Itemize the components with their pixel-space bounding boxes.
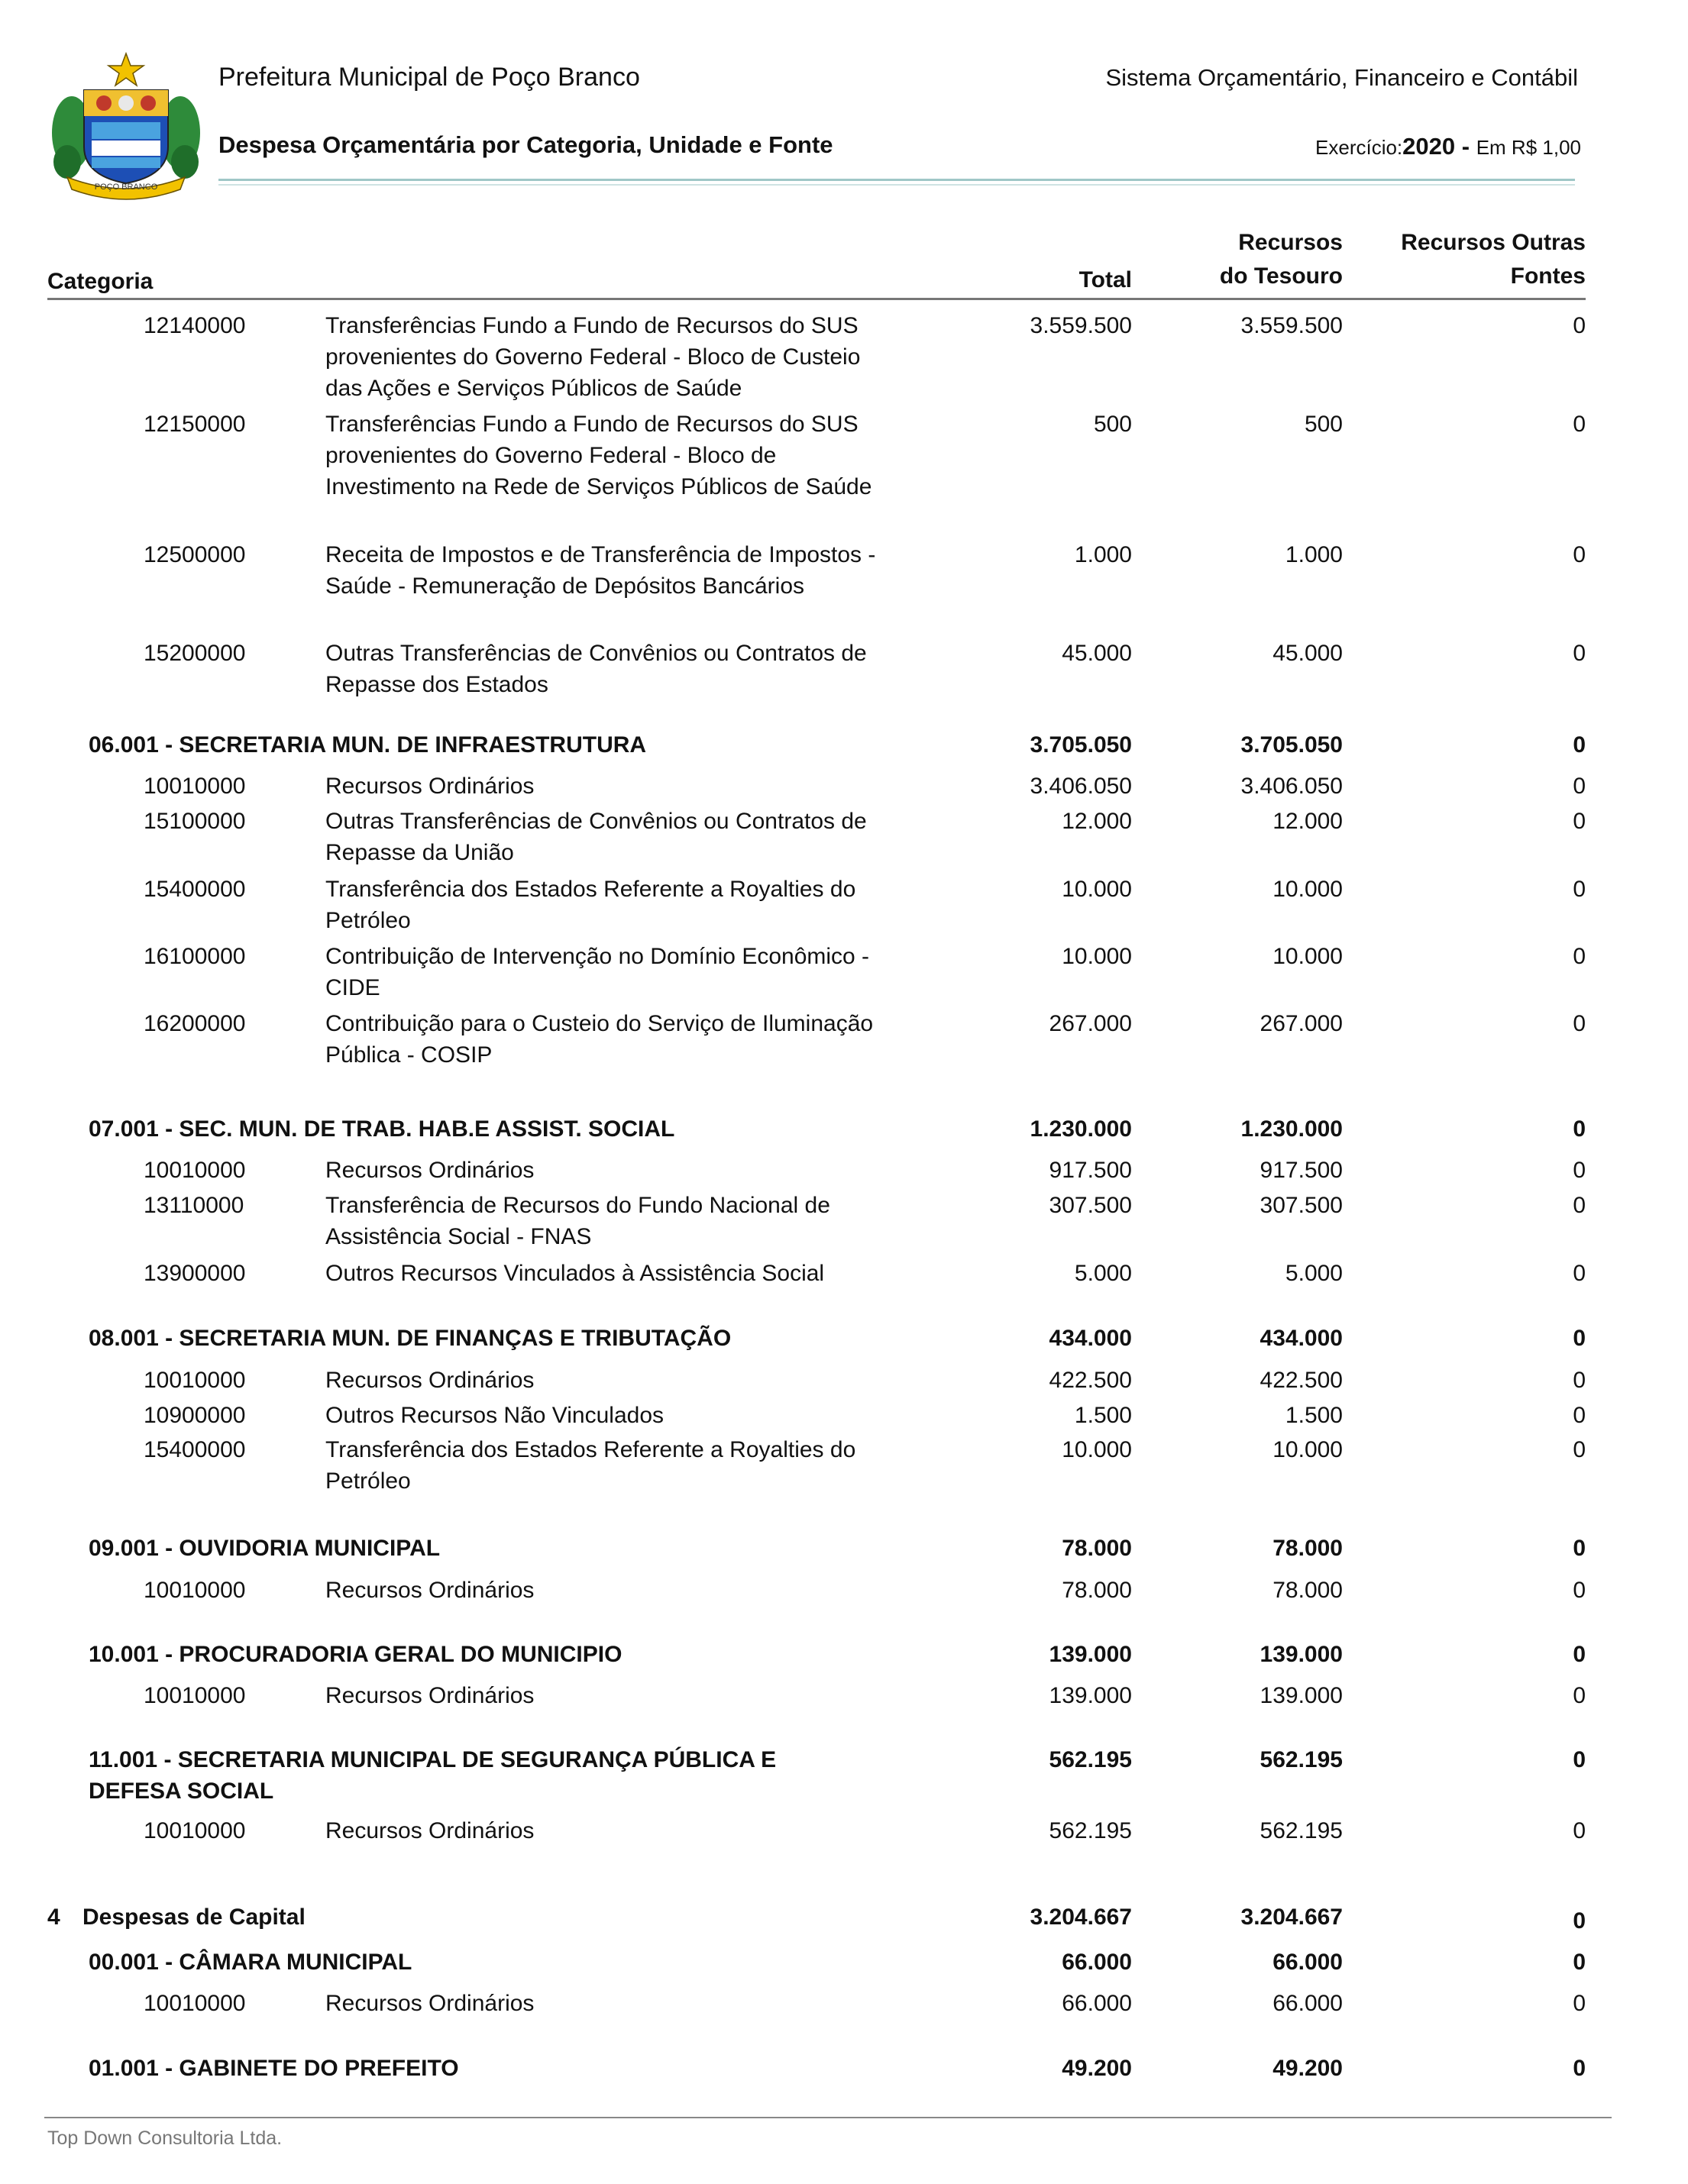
value-total: 139.000 <box>1049 1683 1132 1708</box>
currency-unit: Em R$ 1,00 <box>1476 136 1581 159</box>
unit-name: 06.001 - SECRETARIA MUN. DE INFRAESTRUTURA <box>89 732 647 758</box>
source-description: Recursos Ordinários <box>325 1818 535 1843</box>
value-total: 434.000 <box>1049 1326 1132 1351</box>
value-recursos-tesouro: 78.000 <box>1272 1578 1343 1603</box>
value-recursos-outras-fontes: 0 <box>1573 1950 1586 1975</box>
value-recursos-outras-fontes: 0 <box>1573 1403 1586 1428</box>
value-total: 139.000 <box>1049 1642 1132 1667</box>
footer-divider <box>44 2117 1612 2118</box>
municipal-crest-logo <box>44 47 208 200</box>
source-code: 12150000 <box>144 412 246 437</box>
source-code: 10010000 <box>144 1683 246 1708</box>
value-total: 10.000 <box>1062 1437 1132 1462</box>
value-recursos-tesouro: 78.000 <box>1272 1536 1343 1561</box>
value-recursos-outras-fontes: 0 <box>1573 1908 1586 1934</box>
unit-name: 07.001 - SEC. MUN. DE TRAB. HAB.E ASSIST. SOCIAL <box>89 1116 675 1142</box>
value-recursos-outras-fontes: 0 <box>1573 542 1586 567</box>
value-recursos-tesouro: 3.559.500 <box>1240 313 1343 338</box>
column-header-tesouro-line2: do Tesouro <box>1219 263 1343 289</box>
report-title: Despesa Orçamentária por Categoria, Unidade e Fonte <box>218 131 833 158</box>
column-header-recursos-tesouro <box>1220 226 1343 293</box>
column-header-recursos-outras-fontes <box>1401 226 1586 293</box>
value-recursos-tesouro: 1.000 <box>1285 542 1343 567</box>
value-recursos-outras-fontes: 0 <box>1573 1158 1586 1183</box>
value-recursos-tesouro: 3.406.050 <box>1240 774 1343 799</box>
value-total: 1.000 <box>1074 542 1132 567</box>
value-total: 10.000 <box>1062 877 1132 902</box>
value-recursos-tesouro: 307.500 <box>1260 1193 1343 1218</box>
source-description: Outros Recursos Vinculados à Assistência Social <box>325 1261 825 1286</box>
source-description: Recursos Ordinários <box>325 1991 535 2016</box>
source-description: Receita de Impostos e de Transferência de Impostos - Saúde - Remuneração de Depósitos Bancários <box>325 542 876 599</box>
source-description: Recursos Ordinários <box>325 1158 535 1183</box>
value-recursos-outras-fontes: 0 <box>1573 1368 1586 1393</box>
source-description: Outras Transferências de Convênios ou Contratos de Repasse da União <box>325 809 867 865</box>
value-total: 3.559.500 <box>1030 313 1132 338</box>
value-recursos-tesouro: 66.000 <box>1272 1991 1343 2016</box>
value-recursos-tesouro: 10.000 <box>1272 1437 1343 1462</box>
value-recursos-tesouro: 917.500 <box>1260 1158 1343 1183</box>
fiscal-year: 2020 <box>1402 133 1456 160</box>
source-description: Transferência dos Estados Referente a Royalties do Petróleo <box>325 1437 856 1494</box>
value-recursos-tesouro: 3.705.050 <box>1240 732 1343 758</box>
source-code: 10900000 <box>144 1403 246 1428</box>
footer-company: Top Down Consultoria Ltda. <box>47 2127 283 2149</box>
value-recursos-tesouro: 12.000 <box>1272 809 1343 834</box>
value-total: 267.000 <box>1049 1011 1132 1036</box>
source-description: Recursos Ordinários <box>325 1683 535 1708</box>
source-code: 10010000 <box>144 1158 246 1183</box>
source-description: Transferência dos Estados Referente a Royalties do Petróleo <box>325 877 856 933</box>
value-recursos-outras-fontes: 0 <box>1573 641 1586 666</box>
fiscal-year-info <box>1315 133 1581 160</box>
unit-name: 09.001 - OUVIDORIA MUNICIPAL <box>89 1536 441 1561</box>
value-total: 66.000 <box>1062 1950 1132 1975</box>
source-description: Recursos Ordinários <box>325 1578 535 1603</box>
column-header-outras-line1: Recursos Outras <box>1401 230 1586 255</box>
value-recursos-outras-fontes: 0 <box>1573 1578 1586 1603</box>
source-code: 13110000 <box>144 1193 244 1218</box>
value-total: 500 <box>1093 412 1132 437</box>
value-total: 562.195 <box>1049 1747 1132 1772</box>
source-code: 16100000 <box>144 944 246 969</box>
value-recursos-outras-fontes: 0 <box>1573 1536 1586 1561</box>
source-description: Transferência de Recursos do Fundo Nacional de Assistência Social - FNAS <box>325 1193 830 1249</box>
value-recursos-tesouro: 562.195 <box>1260 1818 1343 1843</box>
unit-name: 10.001 - PROCURADORIA GERAL DO MUNICIPIO <box>89 1642 622 1667</box>
category-number: 4 <box>47 1905 60 1930</box>
source-description: Contribuição para o Custeio do Serviço de Iluminação Pública - COSIP <box>325 1011 874 1068</box>
value-recursos-tesouro: 49.200 <box>1272 2056 1343 2081</box>
value-recursos-outras-fontes: 0 <box>1573 809 1586 834</box>
column-header-categoria: Categoria <box>47 269 154 294</box>
source-description: Contribuição de Intervenção no Domínio Econômico - CIDE <box>325 944 870 1000</box>
value-total: 562.195 <box>1049 1818 1132 1843</box>
value-recursos-outras-fontes: 0 <box>1573 1991 1586 2016</box>
source-code: 15100000 <box>144 809 246 834</box>
source-code: 10010000 <box>144 1578 246 1603</box>
source-code: 10010000 <box>144 1991 246 2016</box>
source-code: 10010000 <box>144 1368 246 1393</box>
value-recursos-tesouro: 3.204.667 <box>1240 1905 1343 1930</box>
value-recursos-outras-fontes: 0 <box>1573 1747 1586 1772</box>
source-description: Recursos Ordinários <box>325 1368 535 1393</box>
value-total: 1.230.000 <box>1030 1116 1132 1142</box>
value-total: 12.000 <box>1062 809 1132 834</box>
value-total: 3.204.667 <box>1030 1905 1132 1930</box>
source-code: 10010000 <box>144 774 246 799</box>
value-recursos-outras-fontes: 0 <box>1573 774 1586 799</box>
column-header-total: Total <box>1078 267 1132 292</box>
value-recursos-outras-fontes: 0 <box>1573 1642 1586 1667</box>
category-name: Despesas de Capital <box>82 1905 306 1930</box>
fiscal-year-separator: - <box>1455 133 1476 160</box>
crest-ribbon-text: POÇO BRANCO <box>94 183 158 192</box>
value-recursos-tesouro: 10.000 <box>1272 877 1343 902</box>
source-description: Recursos Ordinários <box>325 774 535 799</box>
source-code: 10010000 <box>144 1818 246 1843</box>
value-recursos-tesouro: 66.000 <box>1272 1950 1343 1975</box>
column-header-tesouro-line1: Recursos <box>1238 230 1343 255</box>
value-recursos-outras-fontes: 0 <box>1573 2056 1586 2081</box>
column-header-outras-line2: Fontes <box>1510 263 1586 289</box>
value-total: 45.000 <box>1062 641 1132 666</box>
value-total: 3.406.050 <box>1030 774 1132 799</box>
value-recursos-outras-fontes: 0 <box>1573 1011 1586 1036</box>
value-recursos-tesouro: 500 <box>1304 412 1343 437</box>
value-recursos-outras-fontes: 0 <box>1573 1326 1586 1351</box>
unit-name: 01.001 - GABINETE DO PREFEITO <box>89 2056 459 2081</box>
source-code: 16200000 <box>144 1011 246 1036</box>
source-code: 15400000 <box>144 877 246 902</box>
table-header-divider <box>47 298 1586 300</box>
value-total: 917.500 <box>1049 1158 1132 1183</box>
value-recursos-outras-fontes: 0 <box>1573 1818 1586 1843</box>
value-recursos-outras-fontes: 0 <box>1573 1116 1586 1142</box>
value-recursos-tesouro: 562.195 <box>1260 1747 1343 1772</box>
source-description: Transferências Fundo a Fundo de Recursos do SUS provenientes do Governo Federal - Bloco de Custeio das Ações e Serviços Públicos de Saúde <box>325 313 861 401</box>
value-recursos-outras-fontes: 0 <box>1573 412 1586 437</box>
source-code: 12500000 <box>144 542 246 567</box>
value-recursos-outras-fontes: 0 <box>1573 313 1586 338</box>
value-recursos-tesouro: 45.000 <box>1272 641 1343 666</box>
value-total: 66.000 <box>1062 1991 1132 2016</box>
organization-name: Prefeitura Municipal de Poço Branco <box>218 63 640 92</box>
value-recursos-tesouro: 139.000 <box>1260 1642 1343 1667</box>
source-code: 13900000 <box>144 1261 246 1286</box>
value-recursos-tesouro: 267.000 <box>1260 1011 1343 1036</box>
value-recursos-outras-fontes: 0 <box>1573 877 1586 902</box>
value-total: 3.705.050 <box>1030 732 1132 758</box>
value-recursos-tesouro: 1.230.000 <box>1240 1116 1343 1142</box>
value-recursos-outras-fontes: 0 <box>1573 1193 1586 1218</box>
value-total: 422.500 <box>1049 1368 1132 1393</box>
system-name: Sistema Orçamentário, Financeiro e Contábil <box>1105 64 1578 91</box>
value-total: 78.000 <box>1062 1578 1132 1603</box>
value-recursos-outras-fontes: 0 <box>1573 944 1586 969</box>
value-recursos-tesouro: 139.000 <box>1260 1683 1343 1708</box>
value-total: 1.500 <box>1074 1403 1132 1428</box>
value-total: 307.500 <box>1049 1193 1132 1218</box>
value-recursos-tesouro: 422.500 <box>1260 1368 1343 1393</box>
source-code: 12140000 <box>144 313 246 338</box>
header-divider <box>218 179 1575 181</box>
value-recursos-tesouro: 1.500 <box>1285 1403 1343 1428</box>
value-recursos-outras-fontes: 0 <box>1573 1437 1586 1462</box>
source-code: 15400000 <box>144 1437 246 1462</box>
value-total: 10.000 <box>1062 944 1132 969</box>
header-divider-secondary <box>218 184 1575 186</box>
value-recursos-outras-fontes: 0 <box>1573 1683 1586 1708</box>
value-recursos-tesouro: 5.000 <box>1285 1261 1343 1286</box>
value-total: 5.000 <box>1074 1261 1132 1286</box>
value-recursos-outras-fontes: 0 <box>1573 732 1586 758</box>
value-total: 49.200 <box>1062 2056 1132 2081</box>
source-description: Transferências Fundo a Fundo de Recursos do SUS provenientes do Governo Federal - Bloco de Investimento na Rede de Serviços Públicos de Saúde <box>325 412 872 499</box>
source-description: Outras Transferências de Convênios ou Contratos de Repasse dos Estados <box>325 641 867 697</box>
source-code: 15200000 <box>144 641 246 666</box>
value-total: 78.000 <box>1062 1536 1132 1561</box>
value-recursos-outras-fontes: 0 <box>1573 1261 1586 1286</box>
unit-name: 00.001 - CÂMARA MUNICIPAL <box>89 1950 412 1975</box>
unit-name: 11.001 - SECRETARIA MUNICIPAL DE SEGURANÇA PÚBLICA E DEFESA SOCIAL <box>89 1747 777 1804</box>
value-recursos-tesouro: 434.000 <box>1260 1326 1343 1351</box>
fiscal-year-label: Exercício: <box>1315 136 1403 159</box>
source-description: Outros Recursos Não Vinculados <box>325 1403 664 1428</box>
value-recursos-tesouro: 10.000 <box>1272 944 1343 969</box>
unit-name: 08.001 - SECRETARIA MUN. DE FINANÇAS E TRIBUTAÇÃO <box>89 1326 732 1351</box>
